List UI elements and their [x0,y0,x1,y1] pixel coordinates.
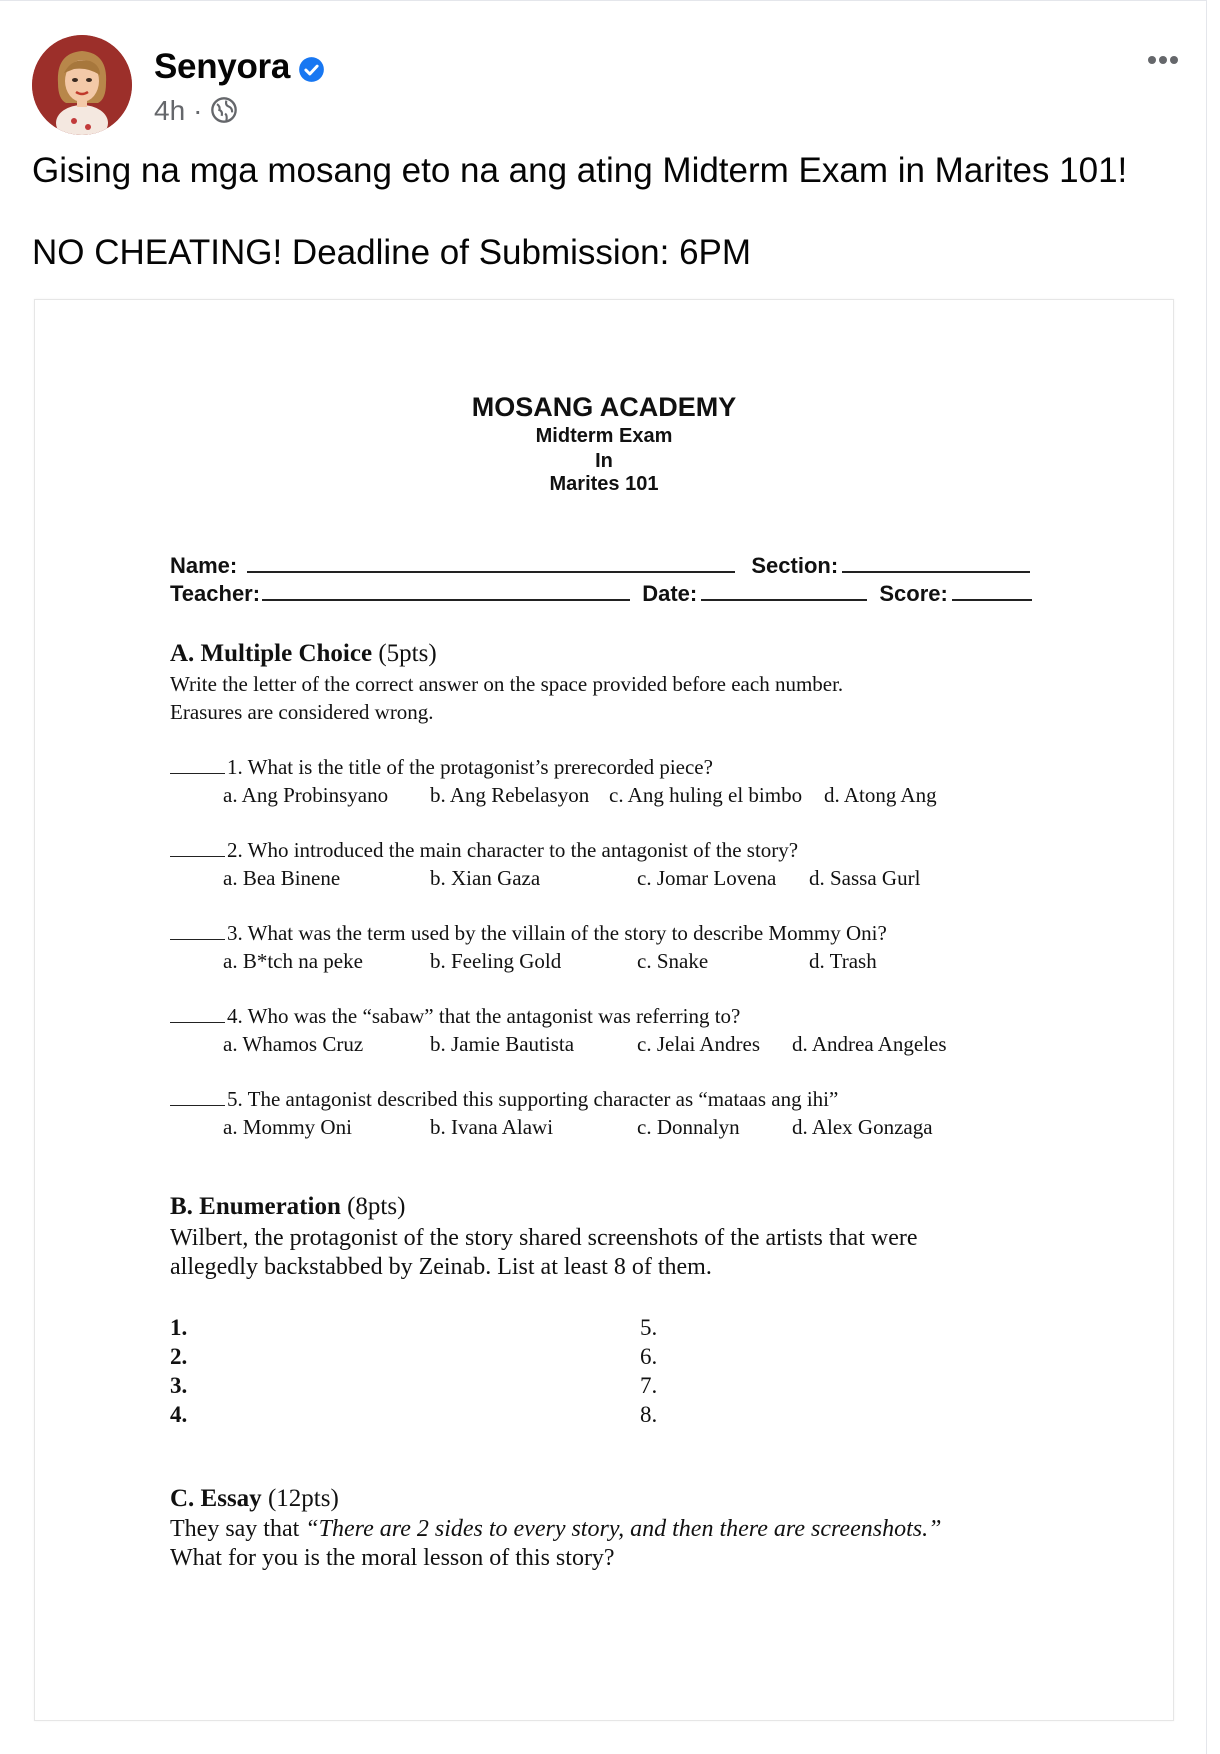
q3-option-b: b. Feeling Gold [430,949,562,973]
section-label: Section: [751,553,839,578]
section-line [842,553,1030,573]
exam-subtitle: Midterm Exam [535,425,673,447]
globe-icon[interactable] [210,96,238,124]
q3-option-d: d. Trash [809,949,877,973]
section-c-title: C. Essay (12pts) [170,1485,339,1512]
section-b-title: B. Enumeration (8pts) [170,1193,406,1220]
exam-image[interactable] [34,299,1174,1721]
post-author[interactable] [154,47,325,87]
section-c-question-line-1: They say that “There are 2 sides to every story, and then there are screenshots.” [170,1516,942,1542]
post-time[interactable]: 4h [154,95,186,126]
enum-item-3: 3. [170,1373,188,1398]
score-label: Score: [879,581,948,606]
question-4: 4. Who was the “sabaw” that the antagonist was referring to? [170,1004,740,1029]
q1-option-b: b. Ang Rebelasyon [430,783,590,807]
section-a-instruction-1: Write the letter of the correct answer on the space provided before each number. [170,672,844,696]
more-options-icon[interactable] [1148,51,1188,63]
question-5: 5. The antagonist described this supporting character as “mataas ang ihi” [170,1087,838,1112]
section-c-question-line-2: What for you is the moral lesson of this story? [170,1545,615,1571]
q1-option-a: a. Ang Probinsyano [223,783,389,807]
q4-option-d: d. Andrea Angeles [792,1032,947,1056]
post-text-line-1: Gising na mga mosang eto na ang ating Midterm Exam in Marites 101! [32,151,1128,190]
enum-item-2: 2. [170,1344,188,1369]
q4-option-b: b. Jamie Bautista [430,1032,575,1056]
q2-option-c: c. Jomar Lovena [637,866,777,890]
avatar[interactable] [32,35,132,135]
enum-item-6: 6. [640,1344,658,1369]
name-label: Name: [170,553,238,578]
date-line [701,581,867,601]
question-1: 1. What is the title of the protagonist’s prerecorded piece? [170,755,713,780]
author-name[interactable]: Senyora [154,47,291,86]
meta-separator: · [193,95,203,126]
q1-option-c: c. Ang huling el bimbo [609,783,803,807]
enum-item-5: 5. [640,1315,658,1340]
q3-option-a: a. B*tch na peke [223,949,363,973]
teacher-date-score-row [170,581,1032,607]
section-a-title: A. Multiple Choice (5pts) [170,640,437,667]
q5-option-b: b. Ivana Alawi [430,1115,554,1139]
question-2: 2. Who introduced the main character to the antagonist of the story? [170,838,798,863]
enum-item-7: 7. [640,1373,658,1398]
q2-option-b: b. Xian Gaza [430,866,541,890]
avatar-illustration-icon [32,35,132,135]
question-3: 3. What was the term used by the villain of the story to describe Mommy Oni? [170,921,887,946]
q5-option-d: d. Alex Gonzaga [792,1115,933,1139]
post-meta [154,95,238,127]
score-line [952,581,1032,601]
enum-item-4: 4. [170,1402,188,1427]
q5-option-c: c. Donnalyn [637,1115,740,1139]
q2-option-a: a. Bea Binene [223,866,341,890]
enum-item-1: 1. [170,1315,188,1340]
essay-quote: “There are 2 sides to every story, and then there are screenshots.” [305,1516,942,1542]
exam-course: Marites 101 [549,473,659,495]
q3-option-c: c. Snake [637,949,709,973]
verified-badge-icon [298,52,325,79]
q2-option-d: d. Sassa Gurl [809,866,921,890]
exam-subtitle-in: In [595,450,613,472]
teacher-label: Teacher: [170,581,261,606]
name-section-row [170,553,1030,579]
section-b-instruction-2: allegedly backstabbed by Zeinab. List at least 8 of them. [170,1254,712,1280]
date-label: Date: [642,581,698,606]
q5-option-a: a. Mommy Oni [223,1115,352,1139]
q4-option-a: a. Whamos Cruz [223,1032,364,1056]
q4-option-c: c. Jelai Andres [637,1032,761,1056]
teacher-line [262,581,630,601]
q1-option-d: d. Atong Ang [824,783,937,807]
section-b-instruction-1: Wilbert, the protagonist of the story shared screenshots of the artists that were [170,1225,918,1251]
enum-item-8: 8. [640,1402,658,1427]
post-text-line-2: NO CHEATING! Deadline of Submission: 6PM [32,233,752,272]
exam-school-name: MOSANG ACADEMY [471,392,737,422]
section-a-instruction-2: Erasures are considered wrong. [170,700,434,724]
name-line [247,553,735,573]
